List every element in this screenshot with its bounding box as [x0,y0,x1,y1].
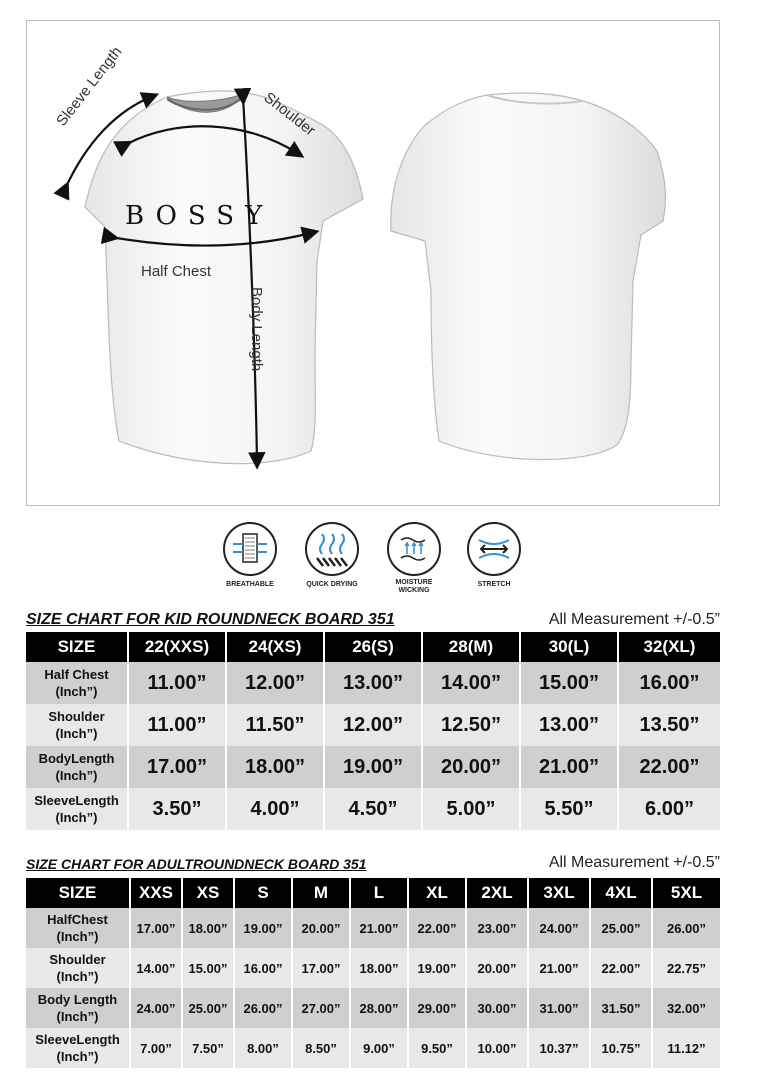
column-header: 22(XXS) [128,632,226,662]
table-cell: 23.00” [466,908,528,948]
brand-logo: BOSSY [125,201,274,231]
feature-stretch-label: STRETCH [477,581,511,588]
kid-chart-note: All Measurement +/-0.5” [548,611,720,628]
column-header: L [350,878,408,908]
table-cell: 15.00” [182,948,234,988]
table-cell: 29.00” [408,988,466,1028]
column-header: XXS [130,878,182,908]
table-cell: 11.50” [226,704,324,746]
table-row-body-length [26,746,720,788]
row-unit: (Inch”) [56,929,99,944]
column-header: S [234,878,292,908]
table-row-body-length [26,988,720,1028]
table-cell: 19.00” [408,948,466,988]
tshirt-drawing [27,21,721,507]
row-label: Shoulder [48,709,105,724]
table-cell: 17.00” [128,746,226,788]
table-cell: 6.00” [618,788,720,830]
kid-chart-header [26,605,720,629]
row-header [26,1028,130,1068]
column-header: M [292,878,350,908]
table-cell: 14.00” [130,948,182,988]
table-cell: 4.50” [324,788,422,830]
table-cell: 13.50” [618,704,720,746]
column-header: 24(XS) [226,632,324,662]
front-tshirt [85,91,363,464]
half-chest-label: Half Chest [141,263,212,280]
row-header [26,662,128,704]
column-header: XS [182,878,234,908]
adult-size-table [26,878,720,1068]
table-cell: 21.00” [528,948,590,988]
table-cell: 18.00” [182,908,234,948]
row-unit: (Inch”) [56,1049,99,1064]
feature-quick-drying-label: QUICK DRYING [306,581,358,588]
breathable-icon [223,522,277,576]
table-cell: 22.75” [652,948,720,988]
column-header: 2XL [466,878,528,908]
feature-breathable [210,522,290,589]
row-header [26,746,128,788]
table-cell: 7.00” [130,1028,182,1068]
adult-chart-header [26,848,720,872]
table-cell: 20.00” [292,908,350,948]
column-header: 28(M) [422,632,520,662]
column-header: SIZE [26,878,130,908]
quick-drying-icon [305,522,359,576]
table-header-row [26,632,720,662]
row-unit: (Inch”) [55,768,98,783]
row-header [26,908,130,948]
table-cell: 5.00” [422,788,520,830]
table-cell: 11.00” [128,704,226,746]
column-header: SIZE [26,632,128,662]
row-unit: (Inch”) [56,969,99,984]
table-cell: 9.00” [350,1028,408,1068]
table-cell: 10.37” [528,1028,590,1068]
feature-icons [0,522,758,602]
table-row-half-chest [26,662,720,704]
table-row-shoulder [26,704,720,746]
table-row-half-chest [26,908,720,948]
row-label: Body Length [37,992,118,1007]
table-cell: 11.12” [652,1028,720,1068]
table-cell: 13.00” [520,704,618,746]
table-cell: 31.00” [528,988,590,1028]
table-cell: 10.75” [590,1028,652,1068]
row-header [26,948,130,988]
table-cell: 5.50” [520,788,618,830]
row-unit: (Inch”) [55,810,98,825]
kid-chart-title: SIZE CHART FOR KID ROUNDNECK BOARD 351 [26,611,395,628]
column-header: 32(XL) [618,632,720,662]
table-cell: 31.50” [590,988,652,1028]
table-cell: 4.00” [226,788,324,830]
table-cell: 26.00” [652,908,720,948]
table-cell: 21.00” [350,908,408,948]
table-row-sleeve-length [26,1028,720,1068]
back-tshirt [391,93,666,460]
table-cell: 20.00” [422,746,520,788]
table-cell: 12.50” [422,704,520,746]
feature-breathable-label: BREATHABLE [226,581,274,588]
table-cell: 11.00” [128,662,226,704]
row-label: SleeveLength [35,1032,120,1047]
table-row-shoulder [26,948,720,988]
feature-stretch [454,522,534,589]
table-cell: 17.00” [292,948,350,988]
row-unit: (Inch”) [55,684,98,699]
table-cell: 22.00” [408,908,466,948]
table-cell: 9.50” [408,1028,466,1068]
row-label: HalfChest [47,912,108,927]
table-cell: 18.00” [350,948,408,988]
table-cell: 20.00” [466,948,528,988]
row-unit: (Inch”) [55,726,98,741]
table-cell: 12.00” [324,704,422,746]
table-cell: 13.00” [324,662,422,704]
table-header-row [26,878,720,908]
column-header: 30(L) [520,632,618,662]
table-cell: 14.00” [422,662,520,704]
table-cell: 16.00” [618,662,720,704]
table-cell: 25.00” [590,908,652,948]
table-cell: 18.00” [226,746,324,788]
table-cell: 22.00” [590,948,652,988]
table-cell: 16.00” [234,948,292,988]
table-cell: 17.00” [130,908,182,948]
stretch-icon [467,522,521,576]
table-cell: 15.00” [520,662,618,704]
table-cell: 28.00” [350,988,408,1028]
shoulder-label: Shoulder [260,89,319,140]
row-label: Half Chest [44,667,109,682]
column-header: 5XL [652,878,720,908]
table-cell: 8.00” [234,1028,292,1068]
table-cell: 12.00” [226,662,324,704]
table-cell: 24.00” [130,988,182,1028]
table-cell: 22.00” [618,746,720,788]
table-cell: 25.00” [182,988,234,1028]
sleeve-length-label: Sleeve Length [53,43,126,130]
column-header: 4XL [590,878,652,908]
table-cell: 27.00” [292,988,350,1028]
table-cell: 3.50” [128,788,226,830]
column-header: XL [408,878,466,908]
tshirt-illustration [26,20,720,506]
feature-quick-drying [292,522,372,589]
adult-chart-note: All Measurement +/-0.5” [548,854,720,871]
adult-chart-title: SIZE CHART FOR ADULTROUNDNECK BOARD 351 [26,856,367,872]
table-cell: 8.50” [292,1028,350,1068]
feature-moisture-wicking-label: MOISTURE WICKING [395,579,433,594]
table-cell: 30.00” [466,988,528,1028]
table-cell: 7.50” [182,1028,234,1068]
row-label: SleeveLength [34,793,119,808]
row-header [26,988,130,1028]
row-label: BodyLength [38,751,115,766]
moisture-wicking-icon [387,522,441,576]
table-cell: 26.00” [234,988,292,1028]
table-cell: 24.00” [528,908,590,948]
table-row-sleeve-length [26,788,720,830]
table-cell: 21.00” [520,746,618,788]
feature-moisture-wicking [374,522,454,595]
row-header [26,788,128,830]
table-cell: 10.00” [466,1028,528,1068]
column-header: 3XL [528,878,590,908]
table-cell: 19.00” [234,908,292,948]
row-unit: (Inch”) [56,1009,99,1024]
table-cell: 19.00” [324,746,422,788]
table-cell: 32.00” [652,988,720,1028]
column-header: 26(S) [324,632,422,662]
kid-size-table [26,632,720,830]
row-header [26,704,128,746]
row-label: Shoulder [49,952,106,967]
body-length-label: Body Length [248,287,265,372]
